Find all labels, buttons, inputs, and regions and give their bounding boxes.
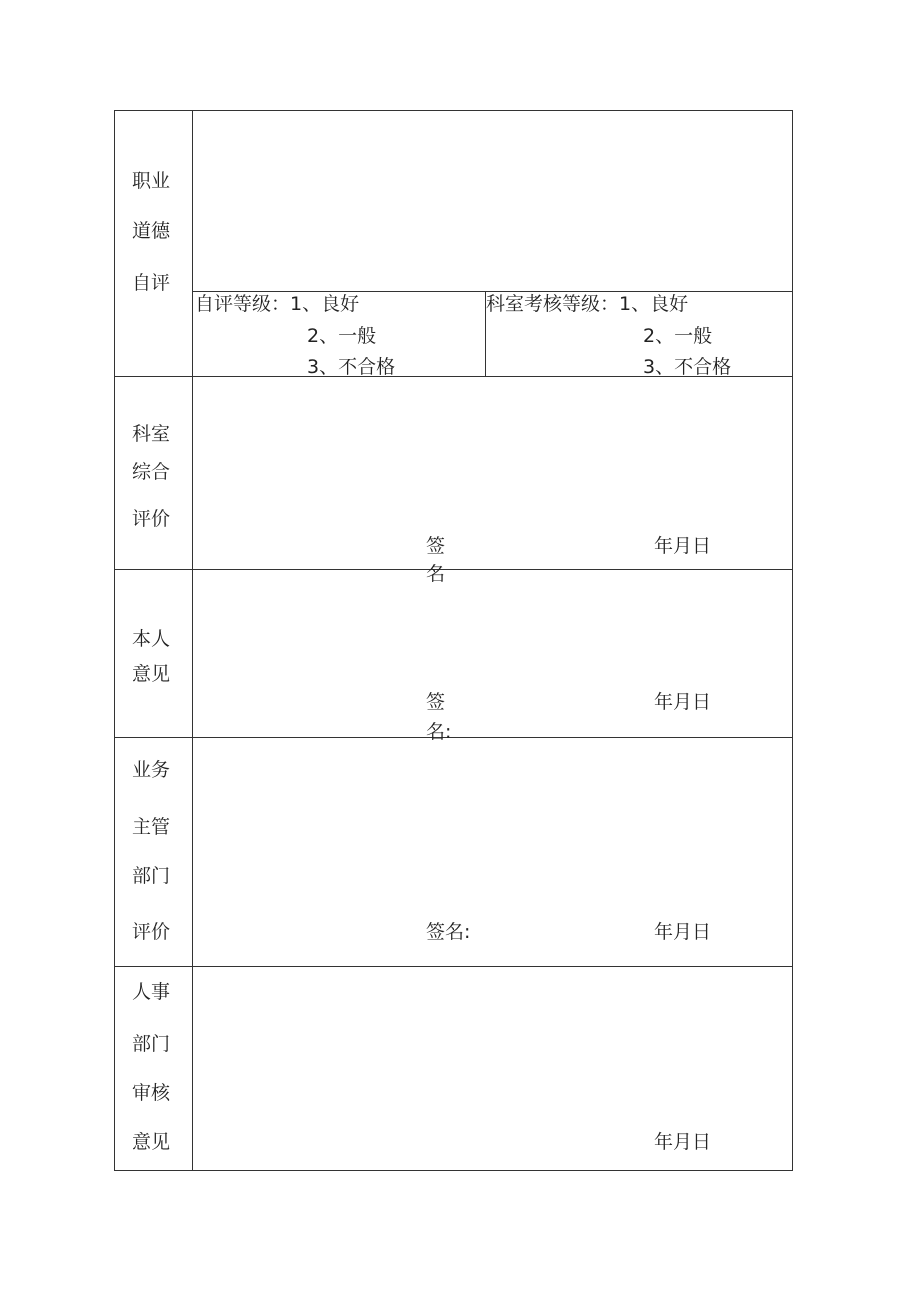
dept-grade-title: 科室考核等级：1、良好 — [486, 293, 689, 315]
personal-date: 年月日 — [654, 691, 712, 713]
hr-label-line-1: 人事 — [132, 981, 171, 1003]
dept-eval-sign-area — [415, 521, 495, 585]
dept-eval-label-line-2: 综合 — [132, 461, 171, 483]
personal-sign-area — [415, 681, 495, 743]
business-label-line-1: 业务 — [132, 759, 171, 781]
hr-label-line-4: 意见 — [132, 1131, 171, 1153]
row-divider-business — [115, 966, 792, 967]
label-column-divider — [192, 111, 193, 1170]
personal-label-line-2: 意见 — [132, 663, 171, 685]
dept-eval-sign-label-cut: 名 — [426, 563, 446, 585]
personal-sign-label-cut: 名: — [426, 721, 452, 743]
dept-grade-option-2: 2、一般 — [643, 325, 713, 347]
ethics-label-line-2: 道德 — [132, 220, 171, 242]
business-label-line-4: 评价 — [132, 921, 171, 943]
evaluation-form-table — [114, 110, 793, 1171]
dept-grade-cell — [486, 292, 792, 376]
dept-eval-label-line-1: 科室 — [132, 423, 171, 445]
ethics-label-line-3: 自评 — [132, 272, 171, 294]
self-grade-option-3: 3、不合格 — [307, 356, 396, 378]
self-grade-option-2: 2、一般 — [307, 325, 377, 347]
row-divider-dept-eval — [115, 569, 792, 570]
hr-date: 年月日 — [654, 1131, 712, 1153]
dept-eval-sign-label: 签 — [426, 535, 446, 557]
self-grade-cell — [193, 292, 485, 376]
personal-label-line-1: 本人 — [132, 628, 171, 650]
personal-sign-label: 签 — [426, 691, 446, 713]
business-label-line-3: 部门 — [132, 865, 171, 887]
self-grade-title: 自评等级：1、良好 — [195, 293, 360, 315]
dept-eval-date: 年月日 — [654, 535, 712, 557]
business-date: 年月日 — [654, 921, 712, 943]
ethics-label-line-1: 职业 — [132, 170, 171, 192]
business-label-line-2: 主管 — [132, 816, 171, 838]
dept-eval-label-line-3: 评价 — [132, 508, 171, 530]
business-sign-label: 签名: — [426, 921, 471, 943]
hr-label-line-3: 审核 — [132, 1082, 171, 1104]
row-divider-personal — [115, 737, 792, 738]
dept-grade-option-3: 3、不合格 — [643, 356, 732, 378]
hr-label-line-2: 部门 — [132, 1033, 171, 1055]
